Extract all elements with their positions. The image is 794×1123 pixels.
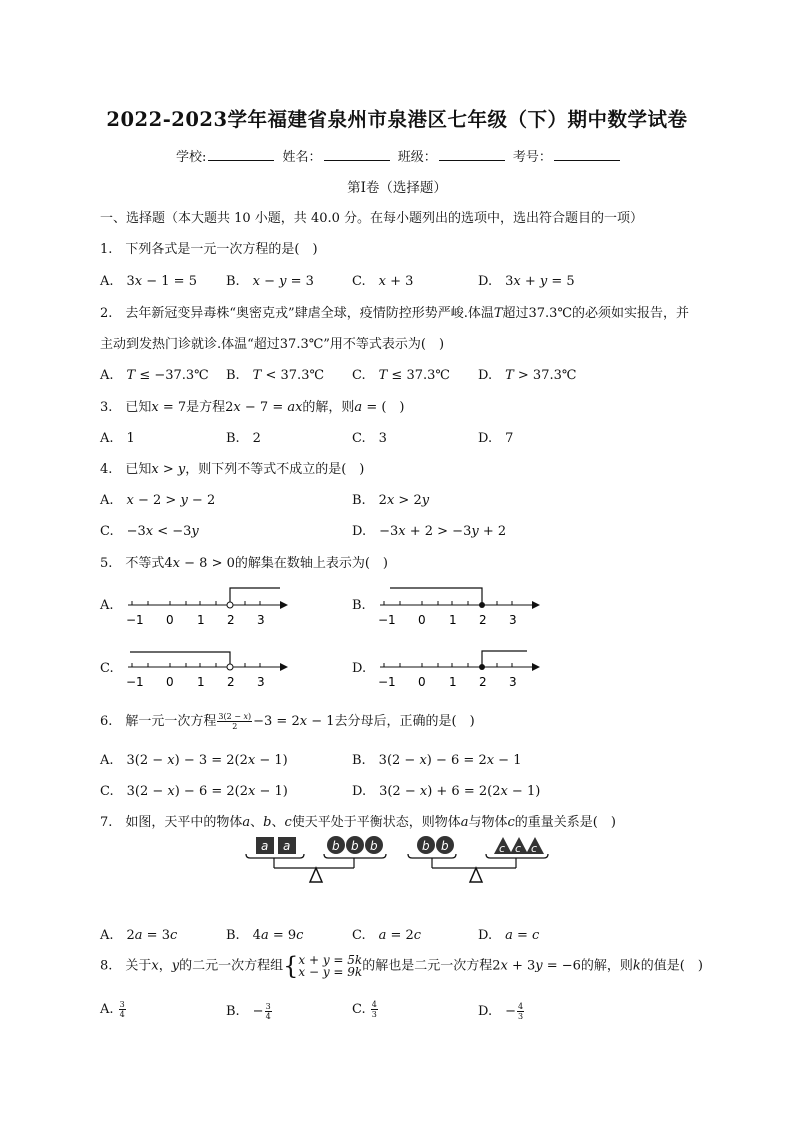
q5-option-c-label[interactable]: C. [100,661,114,676]
option-label: A. [100,1002,114,1017]
q3-option-a[interactable]: A. 1 [100,431,135,446]
tick-label: 2 [227,613,235,627]
q4-option-c[interactable]: C. −3𝑥 < −3𝑦 [100,524,199,539]
q8-stem [100,954,703,978]
q8-option-a[interactable] [100,1000,127,1019]
name-label: 姓名： [282,150,322,165]
block-a-label: a [283,839,291,853]
q7-option-c[interactable]: C. 𝑎 = 2𝑐 [352,928,422,943]
option-label: B. − [226,1004,264,1019]
tick-label: 3 [509,675,517,689]
q3-option-d[interactable]: D. 7 [478,431,514,446]
q8-stem-suffix: 的解也是二元一次方程2𝑥 + 3𝑦 = −6的解，则𝑘的值是( ) [362,958,703,974]
tick-label: 1 [449,613,457,627]
q2-option-b[interactable]: B. 𝑇 < 37.3℃ [226,368,325,383]
exam-number-blank[interactable] [554,148,620,161]
block-a-label: a [261,839,269,853]
q2-option-a[interactable]: A. 𝑇 ≤ −37.3℃ [100,368,209,383]
q5-option-a-label[interactable]: A. [100,598,114,613]
tick-label: 1 [197,613,205,627]
q5-number-line-d [372,642,542,692]
tick-label: 0 [166,613,174,627]
option-label: D. − [478,1004,516,1019]
tick-label: 2 [479,675,487,689]
system-brace: { [283,952,299,980]
q6-fraction-numerator: 3(2 − 𝑥) [218,712,252,721]
denominator: 4 [265,1012,271,1021]
q1-option-b[interactable]: B. 𝑥 − 𝑦 = 3 [226,274,314,289]
tick-label: 3 [257,613,265,627]
q6-fraction-denominator: 2 [232,722,238,731]
tick-label: 3 [509,613,517,627]
name-blank[interactable] [324,148,390,161]
q4-option-b[interactable]: B. 2𝑥 > 2𝑦 [352,493,430,508]
q4-option-a[interactable]: A. 𝑥 − 2 > 𝑦 − 2 [100,493,216,508]
class-blank[interactable] [439,148,505,161]
tick-label: 0 [166,675,174,689]
q5-option-b-label[interactable]: B. [352,598,366,613]
q7-option-a[interactable]: A. 2𝑎 = 3𝑐 [100,928,178,943]
q2-option-c[interactable]: C. 𝑇 ≤ 37.3℃ [352,368,450,383]
system-equation-2: 𝑥 − 𝑦 = 9𝑘 [298,965,363,979]
triangle-c-label: c [499,842,506,855]
q7-option-d[interactable]: D. 𝑎 = 𝑐 [478,928,540,943]
q6-option-c[interactable]: C. 3(2 − 𝑥) − 6 = 2(2𝑥 − 1) [100,784,288,799]
exam-number-label: 考号： [512,150,552,165]
q8-option-a-fraction [119,1000,126,1019]
tick-label: 0 [418,613,426,627]
q7-option-b[interactable]: B. 4𝑎 = 9𝑐 [226,928,304,943]
q6-option-b[interactable]: B. 3(2 − 𝑥) − 6 = 2𝑥 − 1 [352,753,522,768]
q1-option-a[interactable]: A. 3𝑥 − 1 = 5 [100,274,197,289]
tick-label: 0 [418,675,426,689]
school-blank[interactable] [208,148,274,161]
equation-system [298,954,362,978]
school-label: 学校: [176,150,207,165]
triangle-c-label: c [515,842,522,855]
tick-marks [132,601,260,605]
q5-option-d-label[interactable]: D. [352,661,367,676]
q6-option-d[interactable]: D. 3(2 − 𝑥) + 6 = 2(2𝑥 − 1) [352,784,541,799]
q8-option-c-fraction [371,1000,378,1019]
q8-option-b[interactable] [226,1000,273,1021]
q2-option-d[interactable]: D. 𝑇 > 37.3℃ [478,368,577,383]
tick-label: 3 [257,675,265,689]
numerator: 3 [265,1002,271,1011]
tick-label: −1 [126,675,144,689]
system-equation-1: 𝑥 + 𝑦 = 5𝑘 [298,953,363,967]
q7-stem: 7. 如图，天平中的物体𝑎、𝑏、𝑐使天平处于平衡状态，则物体𝑎与物体𝑐的重量关系是( ) [100,815,616,830]
q2-stem-line2: 主动到发热门诊就诊.体温“超过37.3℃”用不等式表示为( ) [100,337,445,352]
tick-label: −1 [378,613,396,627]
q4-stem: 4. 已知𝑥 > 𝑦，则下列不等式不成立的是( ) [100,462,365,477]
q1-option-c[interactable]: C. 𝑥 + 3 [352,274,414,289]
section-title: 第I卷（选择题） [347,180,447,196]
q6-fraction [217,712,252,731]
q2-stem-line1: 2. 去年新冠变异毒株“奥密克戎”肆虐全球，疫情防控形势严峻.体温𝑇超过37.3℃的必须如实报告，并 [100,306,689,321]
tick-label: 1 [197,675,205,689]
denominator: 3 [371,1010,377,1019]
q6-stem-prefix: 6. 解一元一次方程 [100,714,217,729]
q1-stem: 1. 下列各式是一元一次方程的是( ) [100,242,318,257]
class-label: 班级： [397,150,437,165]
triangle-c-label: c [531,842,538,855]
ball-b-label: b [422,839,430,853]
option-label: C. [352,1002,366,1017]
q6-stem-suffix: −3 = 2𝑥 − 1去分母后，正确的是( ) [253,714,475,729]
tick-label: 2 [227,675,235,689]
part-one-heading: 一、选择题（本大题共 10 小题，共 40.0 分。在每小题列出的选项中，选出符合题目的一项） [100,211,644,226]
numerator: 3 [119,1000,125,1009]
numerator: 4 [518,1002,524,1011]
denominator: 4 [119,1010,125,1019]
tick-label: −1 [126,613,144,627]
q7-balance-figure [240,830,560,890]
q4-option-d[interactable]: D. −3𝑥 + 2 > −3𝑦 + 2 [352,524,507,539]
ball-b-label: b [441,839,449,853]
balance-right [408,836,548,882]
tick-label: 2 [479,613,487,627]
q1-option-d[interactable]: D. 3𝑥 + 𝑦 = 5 [478,274,575,289]
ball-b-label: b [351,839,359,853]
q3-stem: 3. 已知𝑥 = 7是方程2𝑥 − 7 = 𝑎𝑥的解，则𝑎 = ( ) [100,400,405,415]
q8-option-d-fraction [517,1002,524,1021]
q3-option-c[interactable]: C. 3 [352,431,387,446]
exam-title: 2022-2023学年福建省泉州市泉港区七年级（下）期中数学试卷 [106,108,688,131]
tick-label: 1 [449,675,457,689]
q6-stem [100,710,475,731]
ball-b-label: b [370,839,378,853]
denominator: 3 [518,1012,524,1021]
tick-label: −1 [378,675,396,689]
ball-b-label: b [332,839,340,853]
q5-number-line-b [372,580,542,630]
q8-option-b-fraction [265,1002,272,1021]
q5-stem: 5. 不等式4𝑥 − 8 > 0的解集在数轴上表示为( ) [100,556,389,571]
q8-stem-prefix: 8. 关于𝑥，𝑦的二元一次方程组 [100,958,284,974]
student-info-line [176,146,624,165]
q6-option-a[interactable]: A. 3(2 − 𝑥) − 3 = 2(2𝑥 − 1) [100,753,288,768]
q8-option-c[interactable] [352,1000,379,1019]
q5-number-line-a [120,580,290,630]
numerator: 4 [371,1000,377,1009]
balance-left [246,836,386,882]
q8-option-d[interactable] [478,1000,525,1021]
q3-option-b[interactable]: B. 2 [226,431,261,446]
q5-number-line-c [120,642,290,692]
